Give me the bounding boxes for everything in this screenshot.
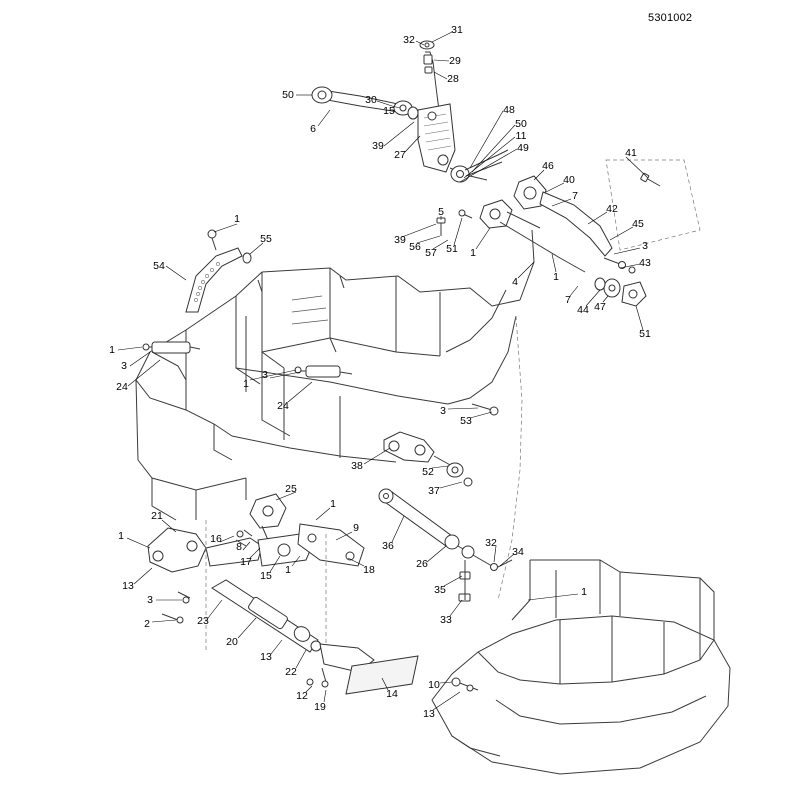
callout-number: 1: [234, 212, 240, 225]
callout-number: 55: [260, 232, 272, 245]
callout-number: 44: [577, 303, 589, 316]
callout-number: 32: [485, 536, 497, 549]
callout-number: 7: [565, 293, 571, 306]
callout-number: 1: [330, 497, 336, 510]
callout-number: 31: [451, 23, 463, 36]
callout-number: 3: [262, 368, 268, 381]
callout-number: 47: [594, 300, 606, 313]
callout-number: 56: [409, 240, 421, 253]
callout-number: 39: [372, 139, 384, 152]
callout-number: 10: [428, 678, 440, 691]
callout-number: 35: [434, 583, 446, 596]
callout-number: 3: [440, 404, 446, 417]
callout-number: 27: [394, 148, 406, 161]
callout-number: 13: [122, 579, 134, 592]
upper-control-linkage: [312, 41, 508, 182]
callout-number: 15: [260, 569, 272, 582]
callout-number: 3: [642, 239, 648, 252]
callout-number: 52: [422, 465, 434, 478]
callout-number: 1: [470, 246, 476, 259]
center-lift-link: [384, 432, 472, 486]
callout-number: 30: [365, 93, 377, 106]
callout-number: 1: [243, 377, 249, 390]
callout-number: 6: [310, 122, 316, 135]
callout-number: 11: [515, 129, 527, 142]
callout-number: 32: [403, 33, 415, 46]
callout-number: 50: [282, 88, 294, 101]
callout-number: 4: [512, 275, 518, 288]
callout-number: 1: [285, 563, 291, 576]
callout-number: 38: [351, 459, 363, 472]
curved-blade-part: [186, 230, 251, 312]
callout-number: 2: [144, 617, 150, 630]
callout-leader-lines: [118, 32, 648, 710]
callout-number: 18: [363, 563, 375, 576]
callout-number: 51: [446, 242, 458, 255]
callout-number: 50: [515, 117, 527, 130]
callout-number: 13: [423, 707, 435, 720]
callout-number: 3: [147, 593, 153, 606]
lower-spring-rod: [212, 580, 418, 694]
callout-number: 34: [512, 545, 524, 558]
callout-number: 14: [386, 687, 398, 700]
callout-number: 8: [236, 540, 242, 553]
callout-number: 23: [197, 614, 209, 627]
callout-number: 21: [151, 509, 163, 522]
callout-number: 19: [314, 700, 326, 713]
callout-number: 36: [382, 539, 394, 552]
callout-number: 49: [517, 141, 529, 154]
callout-number: 40: [563, 173, 575, 186]
callout-number: 3: [121, 359, 127, 372]
callout-number: 12: [296, 689, 308, 702]
callout-number: 29: [449, 54, 461, 67]
callout-number: 48: [503, 103, 515, 116]
callout-number: 43: [639, 256, 651, 269]
callout-number: 1: [553, 270, 559, 283]
callout-number: 33: [440, 613, 452, 626]
callout-number: 54: [153, 259, 165, 272]
callout-number: 45: [632, 217, 644, 230]
callout-number: 20: [226, 635, 238, 648]
callout-number: 16: [210, 532, 222, 545]
callout-number: 53: [460, 414, 472, 427]
callout-number: 37: [428, 484, 440, 497]
callout-number: 25: [285, 482, 297, 495]
left-lift-bracket: [148, 494, 364, 664]
part-number-label: 5301002: [648, 12, 693, 24]
callout-number: 9: [353, 521, 359, 534]
callout-number: 1: [118, 529, 124, 542]
callout-number: 28: [447, 72, 459, 85]
callout-number: 22: [285, 665, 297, 678]
callout-number: 39: [394, 233, 406, 246]
callout-number: 7: [572, 189, 578, 202]
callout-number: 24: [277, 399, 289, 412]
callout-number: 1: [109, 343, 115, 356]
callout-number: 57: [425, 246, 437, 259]
callout-number: 17: [240, 555, 252, 568]
callout-number: 15: [383, 104, 395, 117]
callout-number: 46: [542, 159, 554, 172]
callout-number: 13: [260, 650, 272, 663]
callout-number: 42: [606, 202, 618, 215]
callout-number: 1: [581, 585, 587, 598]
callout-number: 51: [639, 327, 651, 340]
callout-number: 5: [438, 205, 444, 218]
callout-number: 26: [416, 557, 428, 570]
callout-number: 24: [116, 380, 128, 393]
callout-number: 41: [625, 146, 637, 159]
